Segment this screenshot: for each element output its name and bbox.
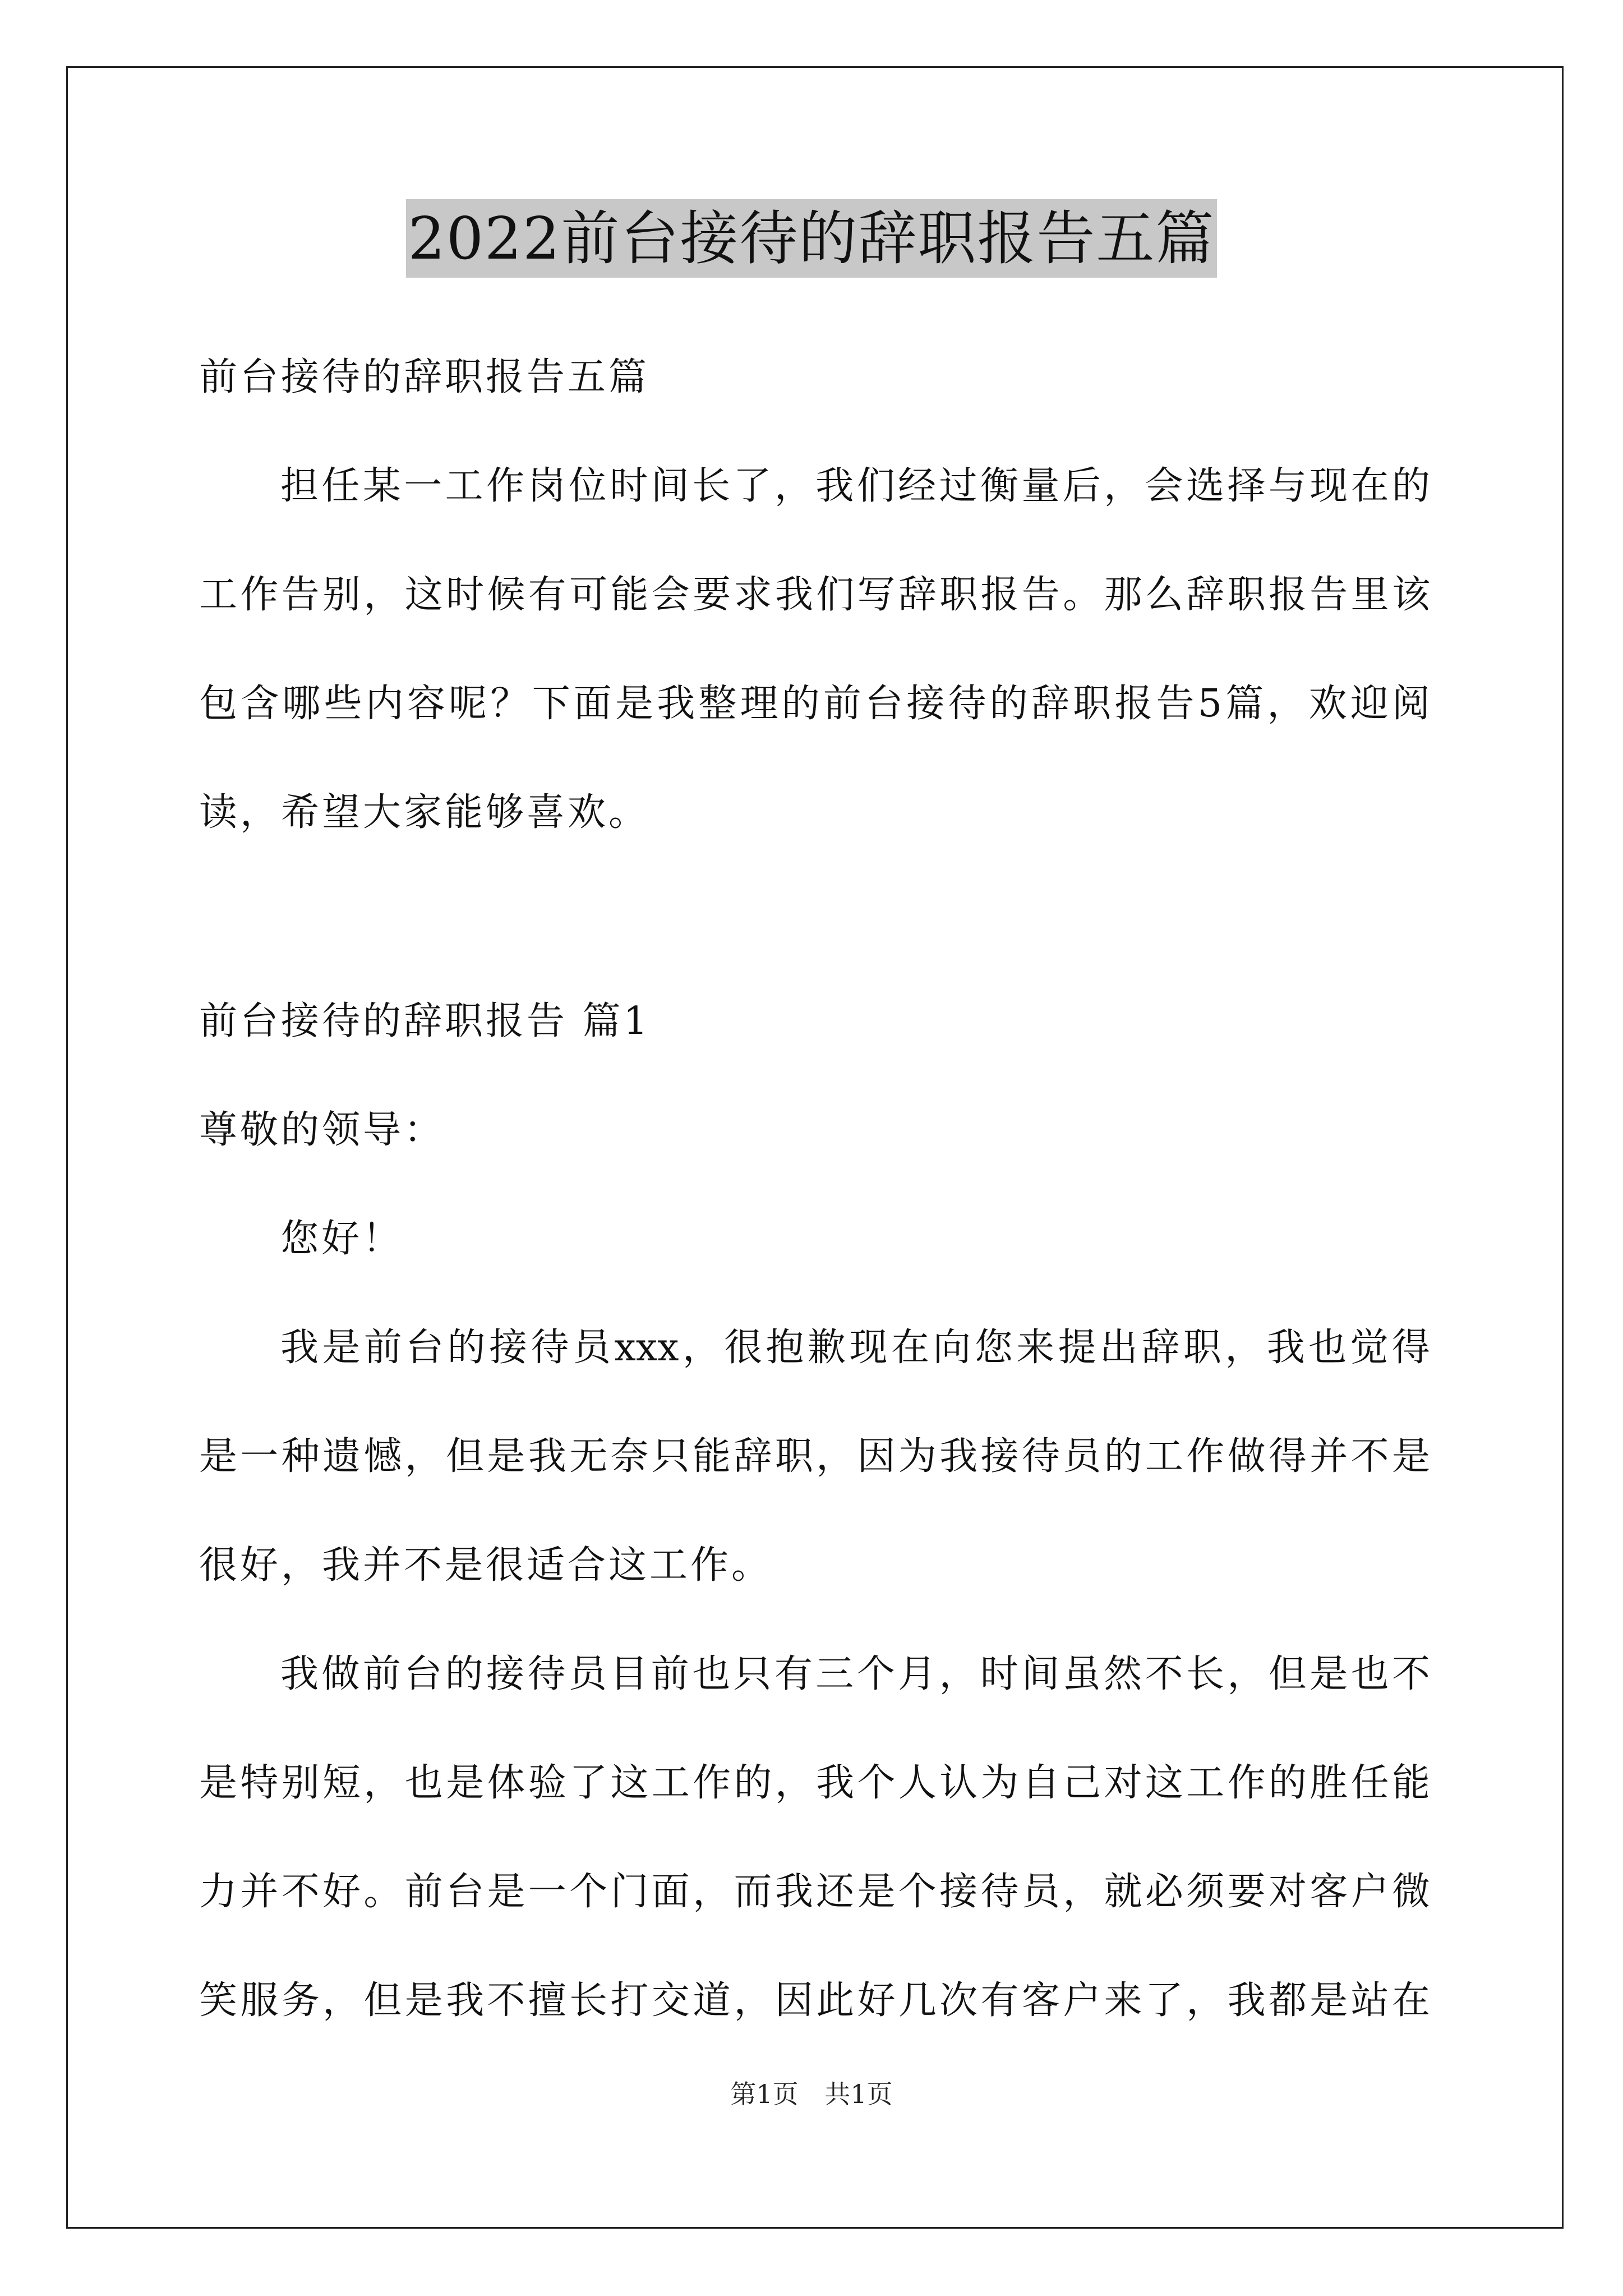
page-number: 第1页 [730,2079,799,2109]
salutation: 尊敬的领导： [199,1108,445,1152]
paragraph-line: 很好，我并不是很适合这工作。 [199,1543,773,1588]
paragraph-line: 是一种遗憾，但是我无奈只能辞职，因为我接待员的工作做得并不是 [199,1434,1430,1479]
paragraph-line: 力并不好。前台是一个门面，而我还是个接待员，就必须要对客户微 [199,1870,1430,1914]
paragraph-line: 是特别短，也是体验了这工作的，我个人认为自己对这工作的胜任能 [199,1761,1430,1805]
greeting: 您好！ [280,1217,404,1261]
intro-line: 工作告别，这时候有可能会要求我们写辞职报告。那么辞职报告里该 [199,573,1430,617]
paragraph-line: 笑服务，但是我不擅长打交道，因此好几次有客户来了，我都是站在 [199,1978,1430,2023]
section-heading: 前台接待的辞职报告 篇1 [199,999,651,1043]
intro-line: 担任某一工作岗位时间长了，我们经过衡量后，会选择与现在的 [280,464,1430,508]
title-container [0,199,1623,278]
intro-line: 读，希望大家能够喜欢。 [199,790,650,835]
document-title: 2022前台接待的辞职报告五篇 [406,199,1218,278]
paragraph-line: 我做前台的接待员目前也只有三个月，时间虽然不长，但是也不 [280,1652,1430,1696]
page-total: 共1页 [824,2079,893,2109]
document-subtitle: 前台接待的辞职报告五篇 [199,355,650,399]
page-footer [0,2077,1623,2111]
intro-line: 包含哪些内容呢？下面是我整理的前台接待的辞职报告5篇，欢迎阅 [199,682,1430,726]
paragraph-line: 我是前台的接待员xxx，很抱歉现在向您来提出辞职，我也觉得 [280,1326,1430,1370]
